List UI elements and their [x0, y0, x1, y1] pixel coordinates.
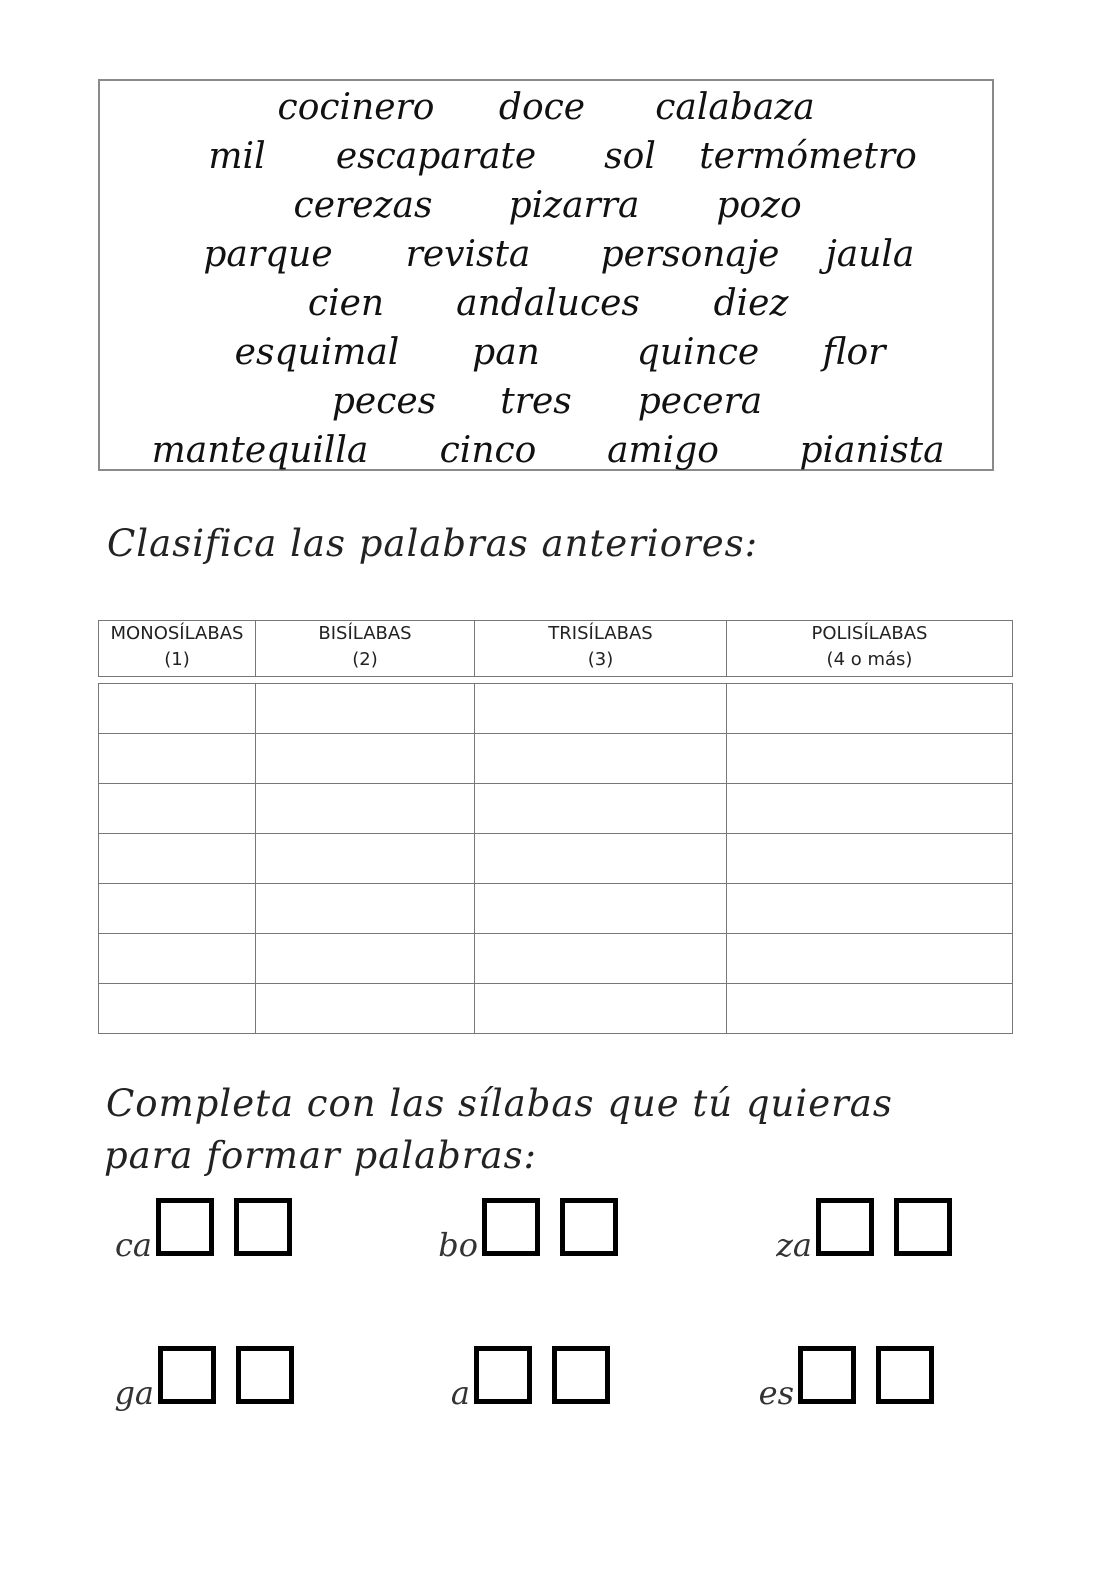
word-row — [100, 279, 992, 328]
word: doce — [498, 87, 586, 128]
syllable-box[interactable] — [482, 1198, 540, 1256]
column-header-label: TRISÍLABAS — [548, 623, 653, 644]
table-cell[interactable] — [475, 884, 727, 933]
word: mantequilla — [151, 430, 369, 471]
classify-table — [98, 683, 1013, 1034]
complete-instruction-line1: Completa con las sílabas que tú quieras — [106, 1082, 893, 1125]
table-cell[interactable] — [727, 784, 1012, 833]
syllable-box[interactable] — [234, 1198, 292, 1256]
table-cell[interactable] — [727, 984, 1012, 1033]
syllable-group — [758, 1346, 944, 1412]
syllable-box[interactable] — [474, 1346, 532, 1404]
syllable-prefix: es — [758, 1374, 794, 1412]
syllable-prefix: ca — [115, 1226, 152, 1264]
table-cell[interactable] — [99, 834, 256, 883]
word: revista — [405, 234, 531, 275]
table-cell[interactable] — [99, 784, 256, 833]
column-header-monosilabas — [99, 621, 256, 676]
table-cell[interactable] — [727, 884, 1012, 933]
word: sol — [604, 136, 656, 177]
word: jaula — [825, 234, 915, 275]
word: parque — [203, 234, 333, 275]
table-row — [99, 934, 1012, 984]
table-row — [99, 884, 1012, 934]
word-row — [100, 230, 992, 279]
table-row — [99, 684, 1012, 734]
word: mil — [208, 136, 266, 177]
table-cell[interactable] — [256, 834, 475, 883]
syllable-prefix: bo — [438, 1226, 478, 1264]
syllable-group — [114, 1346, 304, 1412]
word-row — [100, 132, 992, 181]
column-header-sub: (3) — [587, 649, 614, 670]
word: pianista — [799, 430, 945, 471]
table-cell[interactable] — [256, 934, 475, 983]
word: pan — [472, 332, 540, 373]
word-row — [100, 328, 992, 377]
word: cien — [307, 283, 385, 324]
word: cinco — [439, 430, 537, 471]
syllable-box[interactable] — [552, 1346, 610, 1404]
word: calabaza — [655, 87, 815, 128]
table-cell[interactable] — [475, 684, 727, 733]
syllable-prefix: a — [450, 1374, 470, 1412]
word: pozo — [716, 185, 802, 226]
syllable-box[interactable] — [156, 1198, 214, 1256]
table-cell[interactable] — [99, 884, 256, 933]
word-box — [98, 79, 994, 471]
table-cell[interactable] — [99, 934, 256, 983]
syllable-prefix: ga — [114, 1374, 154, 1412]
word: diez — [713, 283, 789, 324]
column-header-label: BISÍLABAS — [318, 623, 412, 644]
table-cell[interactable] — [475, 984, 727, 1033]
syllable-group — [438, 1198, 628, 1264]
word-row — [100, 181, 992, 230]
table-cell[interactable] — [727, 684, 1012, 733]
column-header-bisilabas — [256, 621, 475, 676]
table-cell[interactable] — [99, 734, 256, 783]
table-cell[interactable] — [256, 984, 475, 1033]
word: flor — [822, 332, 886, 373]
column-header-trisilabas — [475, 621, 727, 676]
syllable-box[interactable] — [560, 1198, 618, 1256]
word: escaparate — [335, 136, 537, 177]
table-cell[interactable] — [256, 734, 475, 783]
word-row — [100, 377, 992, 426]
complete-instruction-line2: para formar palabras: — [104, 1134, 538, 1177]
word-row — [100, 426, 992, 475]
table-cell[interactable] — [475, 934, 727, 983]
table-row — [99, 984, 1012, 1033]
column-header-sub: (4 o más) — [826, 649, 913, 670]
syllable-box[interactable] — [816, 1198, 874, 1256]
syllable-box[interactable] — [158, 1346, 216, 1404]
table-row — [99, 784, 1012, 834]
word: termómetro — [699, 136, 917, 177]
word: pizarra — [508, 185, 640, 226]
word: personaje — [600, 234, 780, 275]
syllable-prefix: za — [776, 1226, 812, 1264]
table-cell[interactable] — [727, 934, 1012, 983]
word: andaluces — [456, 283, 640, 324]
table-cell[interactable] — [256, 784, 475, 833]
word: quince — [636, 332, 760, 373]
table-cell[interactable] — [99, 984, 256, 1033]
word: amigo — [607, 430, 719, 471]
word: cerezas — [293, 185, 433, 226]
word-row — [100, 83, 992, 132]
column-header-sub: (2) — [352, 649, 378, 670]
table-cell[interactable] — [727, 834, 1012, 883]
word: esquimal — [234, 332, 400, 373]
table-cell[interactable] — [99, 684, 256, 733]
classify-instruction: Clasifica las palabras anteriores: — [107, 522, 759, 565]
column-header-polisilabas — [727, 621, 1012, 676]
classify-table-header — [98, 620, 1013, 677]
syllable-box[interactable] — [876, 1346, 934, 1404]
table-cell[interactable] — [727, 734, 1012, 783]
table-cell[interactable] — [256, 884, 475, 933]
column-header-sub: (1) — [164, 649, 190, 670]
table-row — [99, 834, 1012, 884]
word: pecera — [637, 381, 763, 422]
column-header-label: MONOSÍLABAS — [110, 623, 244, 644]
syllable-group — [776, 1198, 962, 1264]
syllable-group — [450, 1346, 620, 1412]
table-row — [99, 734, 1012, 784]
syllable-box[interactable] — [894, 1198, 952, 1256]
word: cocinero — [277, 87, 435, 128]
column-header-label: POLISÍLABAS — [811, 623, 928, 644]
syllable-box[interactable] — [798, 1346, 856, 1404]
table-cell[interactable] — [256, 684, 475, 733]
table-cell[interactable] — [475, 834, 727, 883]
syllable-group — [115, 1198, 302, 1264]
table-cell[interactable] — [475, 784, 727, 833]
word: tres — [500, 381, 572, 422]
table-cell[interactable] — [475, 734, 727, 783]
word: peces — [331, 381, 437, 422]
syllable-box[interactable] — [236, 1346, 294, 1404]
